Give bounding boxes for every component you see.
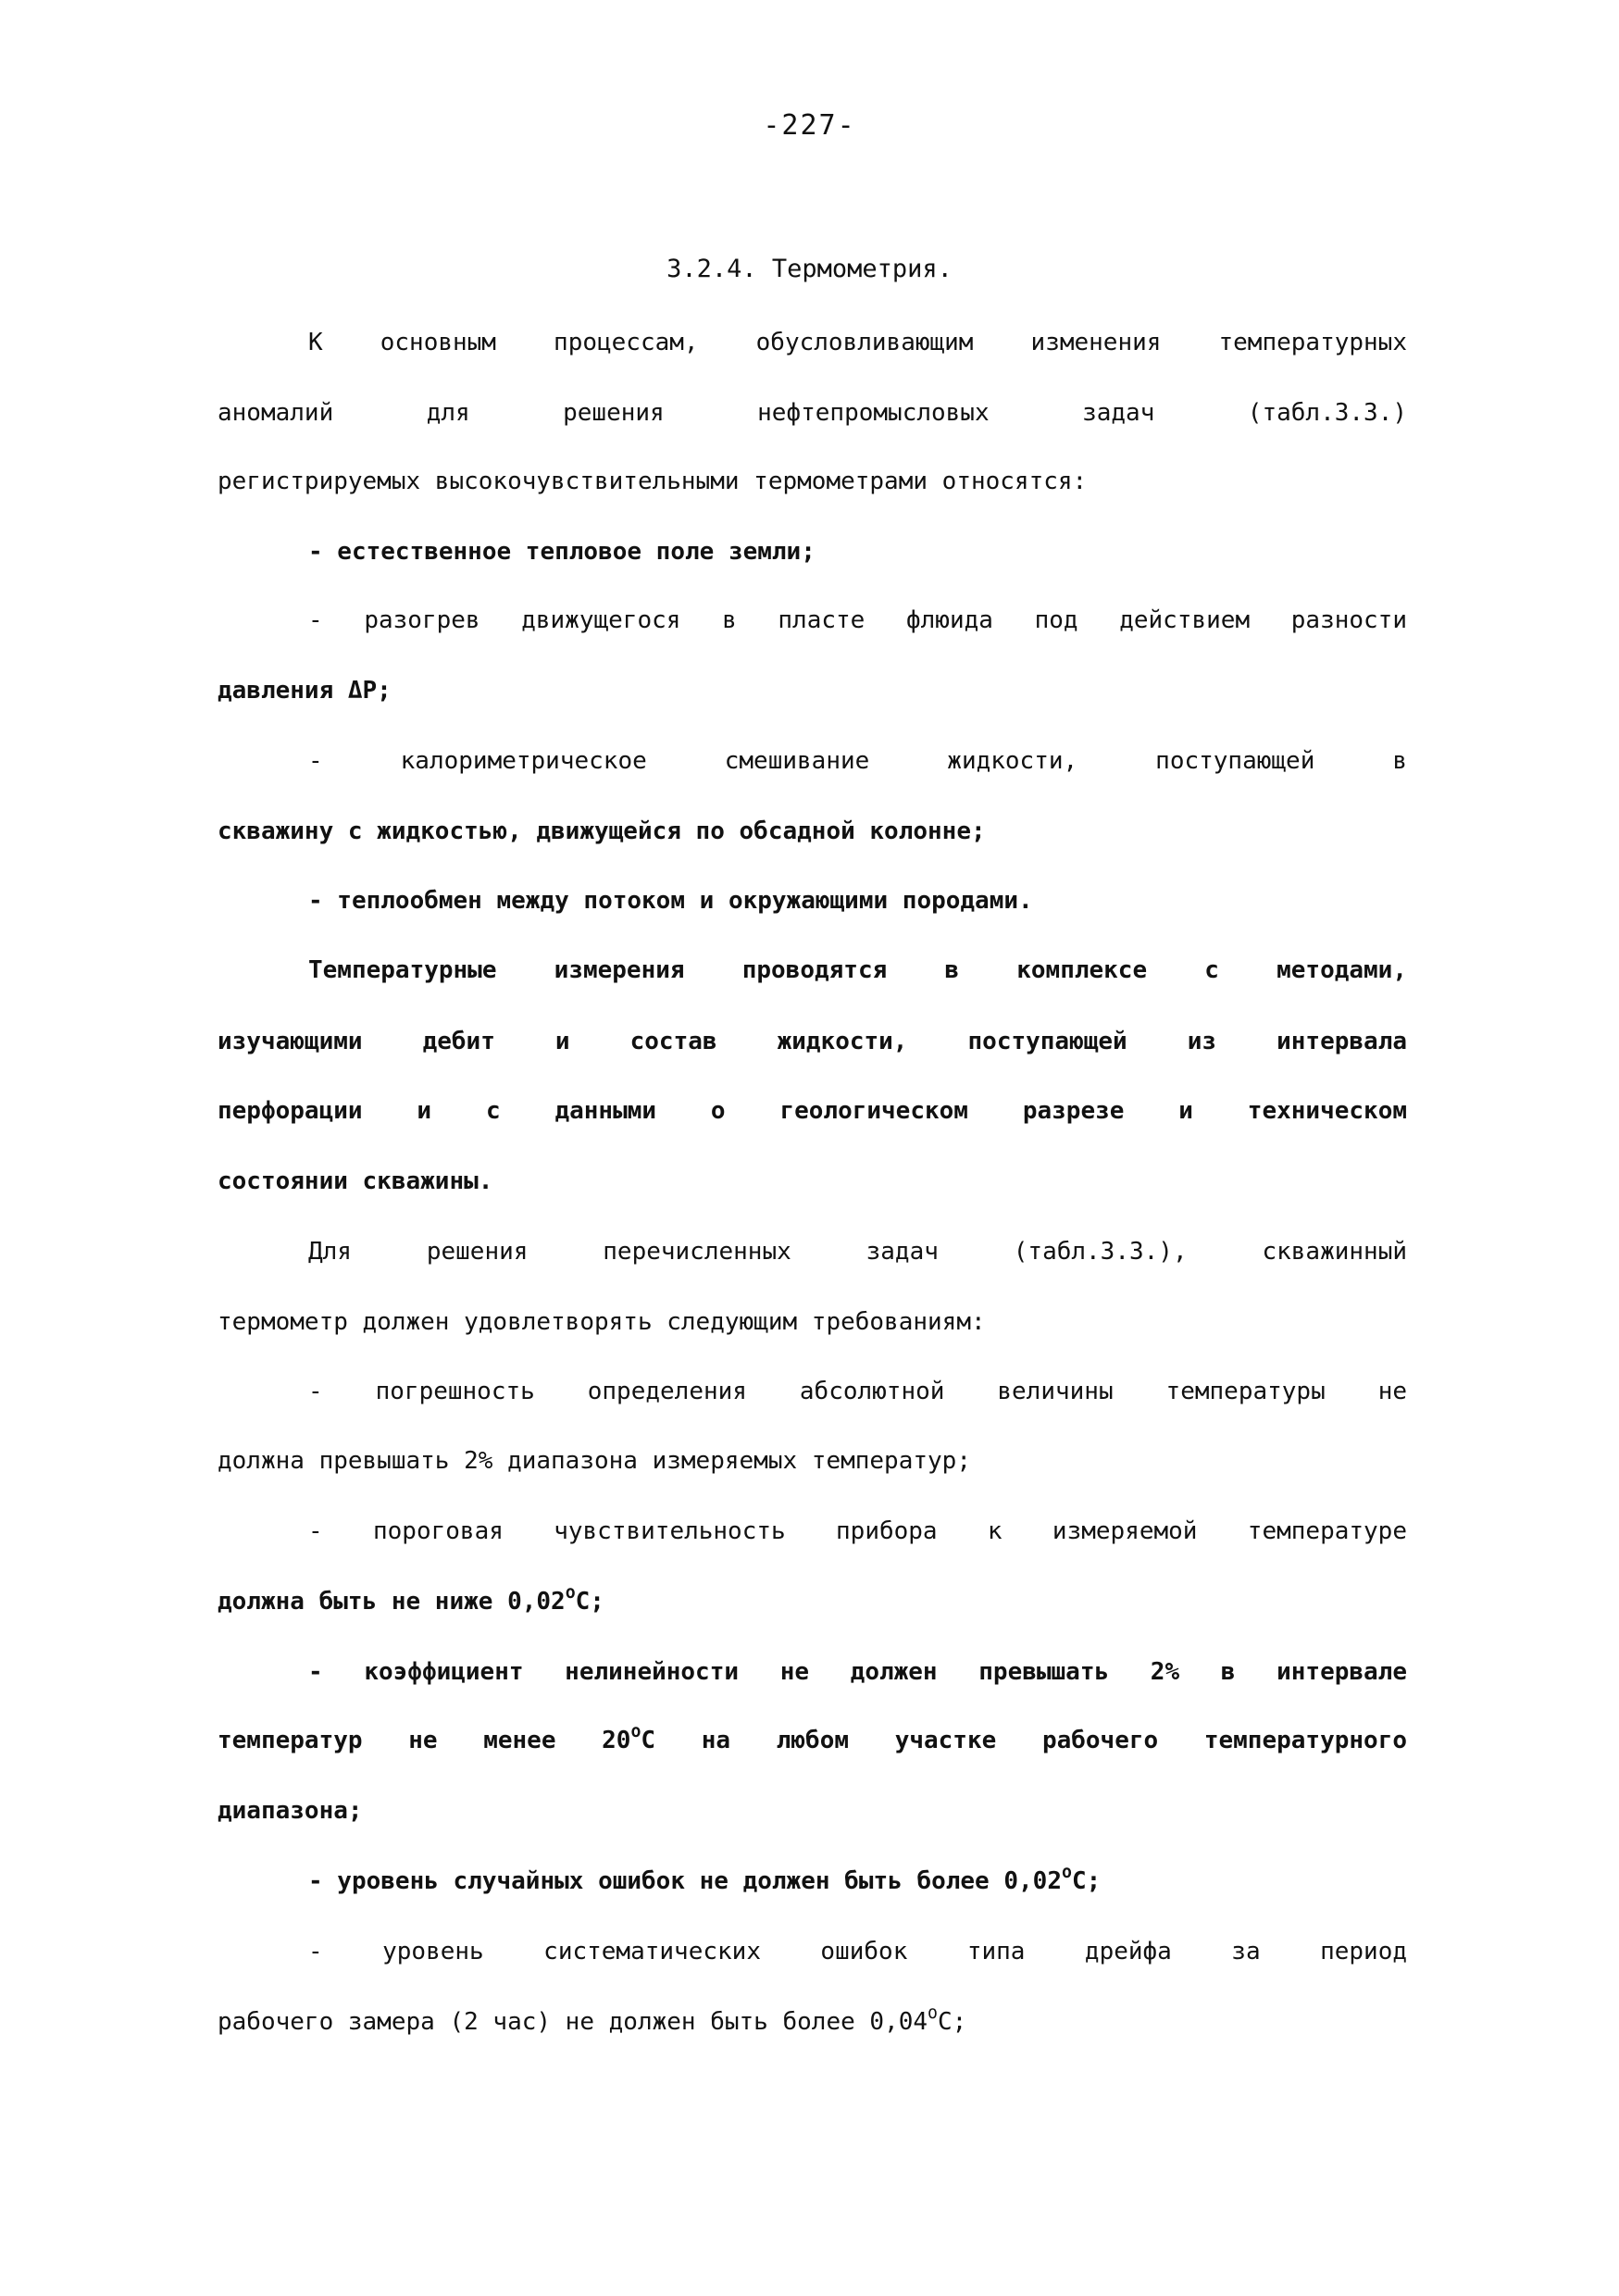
paragraph-line: скважину с жидкостью, движущейся по обсадной колонне;: [218, 817, 986, 845]
text-run: С;: [575, 1588, 604, 1616]
paragraph-line: диапазона;: [218, 1797, 363, 1825]
paragraph-line: [218, 2005, 1407, 2039]
list-item: - калориметрическое смешивание жидкости, поступающей в: [308, 747, 1407, 775]
text-run: температур не менее 20: [218, 1727, 631, 1754]
paragraph-line: [218, 1724, 1407, 1757]
list-item: [308, 1865, 1498, 1898]
paragraph-line: состоянии скважины.: [218, 1167, 493, 1195]
page-number: -227-: [763, 109, 856, 142]
section-heading: 3.2.4. Термометрия.: [666, 255, 953, 283]
degree-sign: o: [1061, 1863, 1072, 1882]
paragraph-line: должна превышать 2% диапазона измеряемых температур;: [218, 1447, 971, 1475]
paragraph-line: Температурные измерения проводятся в комплексе с методами,: [308, 956, 1407, 984]
text-run: С;: [1071, 1867, 1102, 1895]
degree-sign: o: [565, 1583, 576, 1603]
list-item: - пороговая чувствительность прибора к измеряемой температуре: [308, 1517, 1407, 1545]
degree-sign: o: [630, 1722, 641, 1741]
paragraph-line: регистрируемых высокочувствительными термометрами относятся:: [218, 468, 1088, 495]
paragraph-line: [218, 1585, 1407, 1618]
text-run: С;: [937, 2008, 967, 2036]
paragraph-line: Для решения перечисленных задач (табл.3.3.), скважинный: [308, 1238, 1407, 1266]
list-item: - теплообмен между потоком и окружающими породами.: [308, 887, 1033, 915]
list-item: - естественное тепловое поле земли;: [308, 538, 816, 566]
list-item: - погрешность определения абсолютной величины температуры не: [308, 1378, 1407, 1405]
text-run: должна быть не ниже 0,02: [218, 1588, 566, 1616]
list-item: - уровень систематических ошибок типа дрейфа за период: [308, 1938, 1407, 1965]
paragraph-line: перфорации и с данными о геологическом разрезе и техническом: [218, 1097, 1407, 1125]
paragraph-line: термометр должен удовлетворять следующим требованиям:: [218, 1308, 986, 1336]
text-run: - уровень случайных ошибок не должен быть более 0,02: [308, 1867, 1062, 1895]
text-run: С на любом участке рабочего температурного: [641, 1727, 1407, 1754]
paragraph-line: изучающими дебит и состав жидкости, поступающей из интервала: [218, 1028, 1407, 1055]
paragraph-line: давления ΔР;: [218, 677, 392, 705]
text-run: рабочего замера (2 час) не должен быть более 0,04: [218, 2008, 928, 2036]
list-item: - разогрев движущегося в пласте флюида под действием разности: [308, 606, 1407, 634]
list-item: - коэффициент нелинейности не должен превышать 2% в интервале: [308, 1658, 1407, 1686]
degree-sign: o: [928, 2003, 938, 2023]
paragraph-line: аномалий для решения нефтепромысловых задач (табл.3.3.): [218, 399, 1407, 427]
paragraph-line: К основным процессам, обусловливающим изменения температурных: [308, 329, 1407, 356]
